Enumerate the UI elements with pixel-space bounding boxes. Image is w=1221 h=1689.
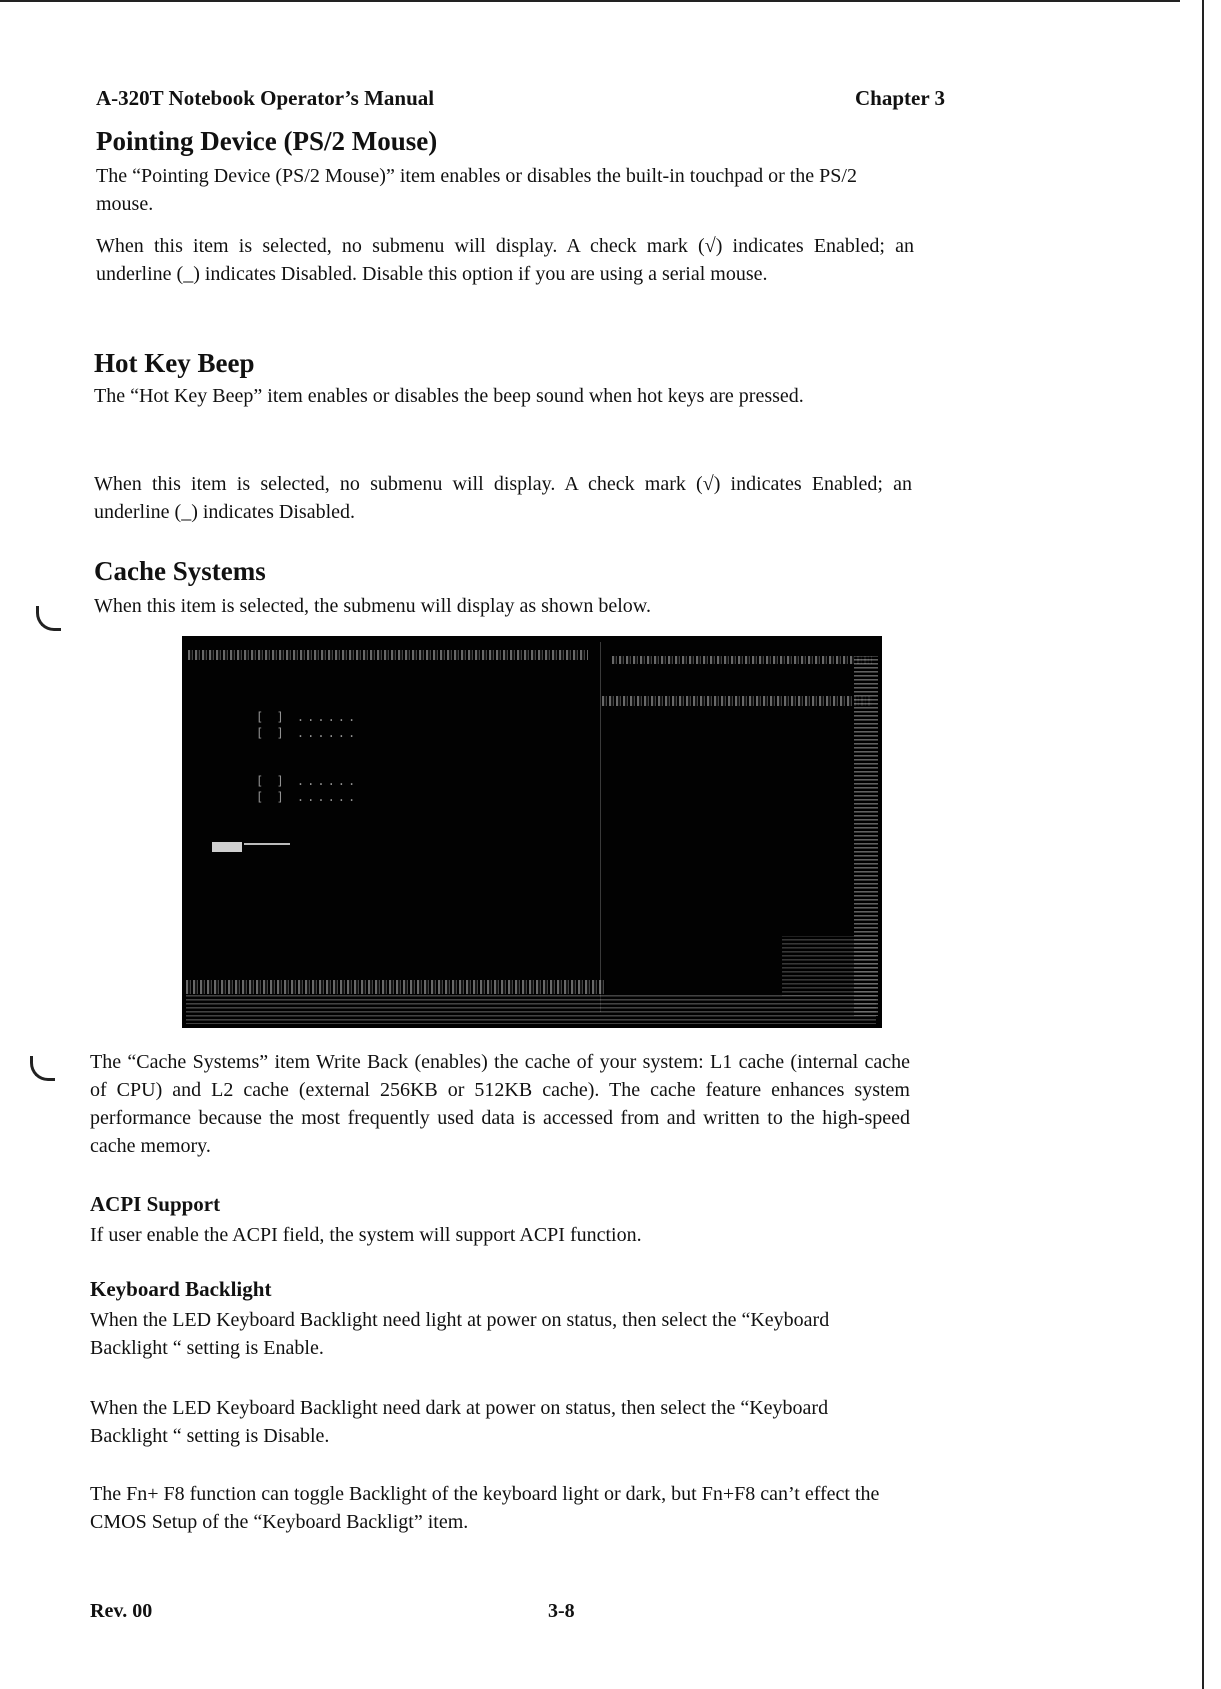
keyboard-backlight-paragraph-2: When the LED Keyboard Backlight need dark at power on status, then select the “Keyboard Backlight “ setting is Disable. bbox=[90, 1397, 829, 1447]
bios-submenu-screenshot: [ ] ...... [ ] ...... [ ] ...... [ ] ...... bbox=[182, 636, 882, 1028]
pointing-device-paragraph-2: When this item is selected, no submenu will display. A check mark (√) indicates Enabled; an underline (_) indicates Disabled. Disable this option if you are using a serial mouse. bbox=[96, 235, 914, 285]
hot-key-beep-heading: Hot Key Beep bbox=[94, 348, 255, 378]
revision-label: Rev. 00 bbox=[90, 1600, 153, 1622]
chapter-label: Chapter 3 bbox=[855, 86, 946, 110]
keyboard-backlight-paragraph-3: The Fn+ F8 function can toggle Backlight of the keyboard light or dark, but Fn+F8 can’t effect the CMOS Setup of the “Keyboard Backligt” item. bbox=[90, 1483, 880, 1533]
pointing-device-paragraph-1: The “Pointing Device (PS/2 Mouse)” item enables or disables the built-in touchpad or the PS/2 mouse. bbox=[96, 165, 857, 215]
keyboard-backlight-heading: Keyboard Backlight bbox=[90, 1277, 272, 1301]
right-rule bbox=[1202, 0, 1204, 1689]
margin-mark-icon bbox=[30, 1056, 55, 1081]
hot-key-beep-paragraph-2: When this item is selected, no submenu will display. A check mark (√) indicates Enabled; an underline (_) indicates Disabled. bbox=[94, 473, 912, 523]
cache-systems-paragraph: The “Cache Systems” item Write Back (enables) the cache of your system: L1 cache (internal cache of CPU) and L2 cache (external 256KB or 512KB cache). The cache feature enhances system performance because the most frequently used data is accessed from and written to the high-speed cache memory. bbox=[90, 1051, 910, 1157]
manual-title: A-320T Notebook Operator’s Manual bbox=[96, 86, 435, 110]
hot-key-beep-paragraph-1: The “Hot Key Beep” item enables or disables the beep sound when hot keys are pressed. bbox=[94, 385, 804, 407]
top-rule bbox=[0, 0, 1180, 2]
pointing-device-heading: Pointing Device (PS/2 Mouse) bbox=[96, 126, 438, 156]
keyboard-backlight-paragraph-1: When the LED Keyboard Backlight need light at power on status, then select the “Keyboard Backlight “ setting is Enable. bbox=[90, 1309, 830, 1359]
acpi-support-paragraph: If user enable the ACPI field, the system will support ACPI function. bbox=[90, 1224, 642, 1246]
page-number: 3-8 bbox=[548, 1600, 575, 1622]
acpi-support-heading: ACPI Support bbox=[90, 1192, 221, 1216]
margin-mark-icon bbox=[36, 606, 61, 631]
cache-systems-intro: When this item is selected, the submenu will display as shown below. bbox=[94, 595, 651, 617]
cache-systems-heading: Cache Systems bbox=[94, 556, 266, 586]
